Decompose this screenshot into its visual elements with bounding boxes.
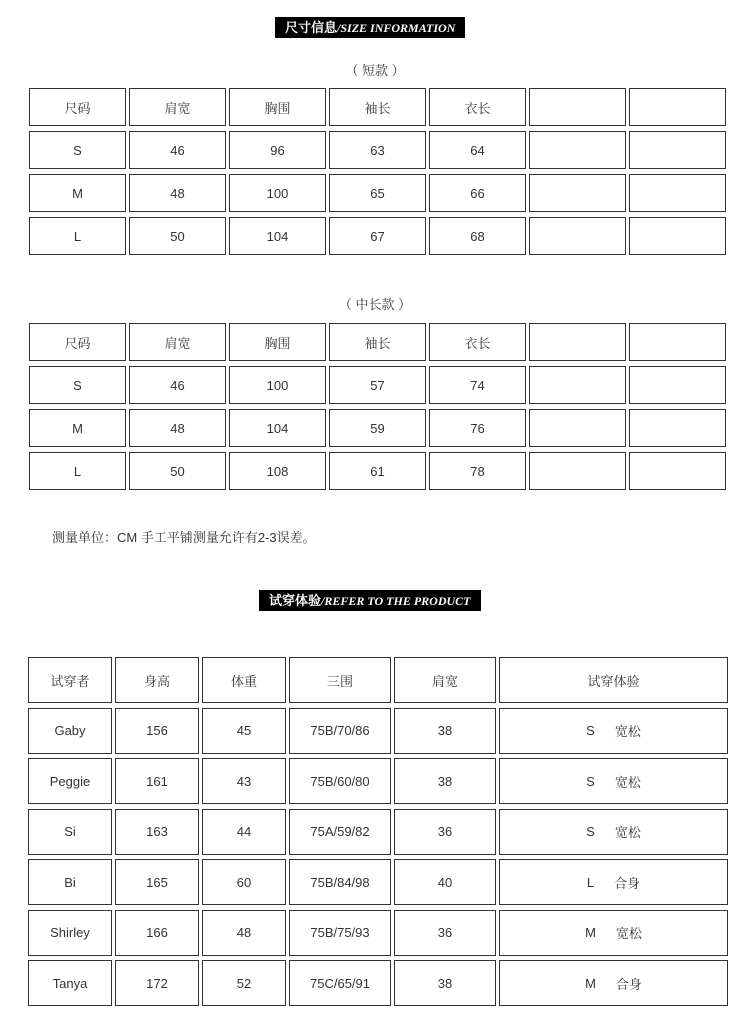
table-cell: M	[29, 409, 126, 447]
banner-title-cn: 试穿体验	[269, 593, 322, 608]
tryon-measurements-cell: 75B/70/86	[289, 708, 391, 754]
short-style-caption: （ 短款 ）	[345, 63, 405, 78]
header-cell: 身高	[115, 657, 199, 703]
tryon-name-cell: Peggie	[28, 758, 112, 804]
header-cell: 尺码	[29, 323, 126, 361]
header-cell	[529, 88, 626, 126]
tryon-fit-cell	[499, 859, 728, 905]
header-cell: 肩宽	[129, 88, 226, 126]
table-cell: 100	[229, 174, 326, 212]
header-cell: 试穿体验	[499, 657, 728, 703]
fit-size: S	[586, 773, 595, 789]
fit-feel: 宽松	[614, 774, 641, 790]
tryon-weight-cell: 52	[202, 960, 286, 1006]
tryon-shoulder-cell: 38	[394, 758, 496, 804]
fit-feel: 宽松	[614, 724, 641, 739]
table-cell	[629, 217, 726, 255]
fit-feel: 宽松	[615, 926, 642, 941]
mid-length-caption: （ 中长款 ）	[338, 297, 412, 312]
tryon-shoulder-cell: 36	[394, 910, 496, 956]
table-cell	[529, 217, 626, 255]
tryon-table	[28, 657, 728, 1006]
table-cell: 100	[229, 366, 326, 404]
banner-sep: /	[337, 21, 341, 35]
table-cell	[629, 131, 726, 169]
header-cell	[629, 323, 726, 361]
table-cell	[529, 131, 626, 169]
header-cell: 袖长	[329, 323, 426, 361]
tryon-name-cell: Tanya	[28, 960, 112, 1006]
tryon-weight-cell: 44	[202, 809, 286, 855]
table-cell	[529, 174, 626, 212]
table-cell	[529, 452, 626, 490]
tryon-fit-cell	[499, 910, 728, 956]
header-cell: 肩宽	[394, 657, 496, 703]
table-cell: 67	[329, 217, 426, 255]
header-cell: 三围	[289, 657, 391, 703]
tryon-fit-cell	[499, 809, 728, 855]
fit-size: M	[585, 925, 596, 940]
fit-size: M	[585, 975, 596, 991]
banner-title-en: REFER TO THE PRODUCT	[324, 594, 471, 608]
table-cell: 46	[129, 131, 226, 169]
fit-size: S	[586, 723, 595, 738]
table-cell: 50	[129, 452, 226, 490]
tryon-height-cell: 156	[115, 708, 199, 754]
tryon-weight-cell: 60	[202, 859, 286, 905]
short-size-table	[29, 88, 726, 255]
tryon-name-cell: Shirley	[28, 910, 112, 956]
table-cell: M	[29, 174, 126, 212]
fit-feel: 合身	[614, 875, 641, 891]
table-cell: 96	[229, 131, 326, 169]
header-cell: 袖长	[329, 88, 426, 126]
table-cell: 66	[429, 174, 526, 212]
tryon-measurements-cell: 75B/60/80	[289, 758, 391, 804]
fit-feel: 合身	[615, 976, 642, 992]
tryon-fit-cell	[499, 758, 728, 804]
header-cell: 胸围	[229, 323, 326, 361]
banner-sep: /	[321, 594, 325, 608]
table-cell	[629, 409, 726, 447]
table-cell: L	[29, 217, 126, 255]
tryon-measurements-cell: 75C/65/91	[289, 960, 391, 1006]
table-cell: 64	[429, 131, 526, 169]
tryon-height-cell: 163	[115, 809, 199, 855]
size-info-banner	[275, 17, 465, 38]
table-cell: 108	[229, 452, 326, 490]
table-cell: 78	[429, 452, 526, 490]
table-cell	[529, 409, 626, 447]
header-cell: 衣长	[429, 88, 526, 126]
fit-feel: 宽松	[614, 825, 641, 840]
tryon-name-cell: Gaby	[28, 708, 112, 754]
table-cell: S	[29, 131, 126, 169]
tryon-weight-cell: 48	[202, 910, 286, 956]
table-cell	[529, 366, 626, 404]
table-cell: 59	[329, 409, 426, 447]
tryon-name-cell: Si	[28, 809, 112, 855]
header-cell: 尺码	[29, 88, 126, 126]
table-cell	[629, 452, 726, 490]
fit-size: L	[586, 874, 595, 890]
banner-title-cn: 尺寸信息	[285, 20, 338, 35]
tryon-weight-cell: 45	[202, 708, 286, 754]
tryon-shoulder-cell: 40	[394, 859, 496, 905]
header-cell	[629, 88, 726, 126]
table-cell: 63	[329, 131, 426, 169]
tryon-shoulder-cell: 38	[394, 960, 496, 1006]
table-cell: 76	[429, 409, 526, 447]
tryon-measurements-cell: 75B/84/98	[289, 859, 391, 905]
table-cell: 104	[229, 409, 326, 447]
tryon-height-cell: 166	[115, 910, 199, 956]
header-cell: 肩宽	[129, 323, 226, 361]
banner-title-en: SIZE INFORMATION	[340, 21, 456, 35]
table-cell	[629, 174, 726, 212]
header-cell: 衣长	[429, 323, 526, 361]
tryon-fit-cell	[499, 960, 728, 1006]
tryon-measurements-cell: 75A/59/82	[289, 809, 391, 855]
table-cell: 74	[429, 366, 526, 404]
header-cell: 胸围	[229, 88, 326, 126]
table-cell: 48	[129, 409, 226, 447]
tryon-banner	[259, 590, 481, 611]
tryon-fit-cell	[499, 708, 728, 754]
table-cell: 65	[329, 174, 426, 212]
mid-length-size-table	[29, 323, 726, 490]
table-cell	[629, 366, 726, 404]
table-cell: 50	[129, 217, 226, 255]
table-cell: S	[29, 366, 126, 404]
tryon-shoulder-cell: 38	[394, 708, 496, 754]
table-cell: 48	[129, 174, 226, 212]
header-cell	[529, 323, 626, 361]
fit-size: S	[586, 824, 595, 839]
table-cell: 46	[129, 366, 226, 404]
table-cell: 61	[329, 452, 426, 490]
measurement-note: 测量单位：CM 手工平铺测量允许有2-3误差。	[52, 530, 316, 545]
table-cell: 104	[229, 217, 326, 255]
tryon-height-cell: 172	[115, 960, 199, 1006]
table-cell: L	[29, 452, 126, 490]
tryon-height-cell: 165	[115, 859, 199, 905]
tryon-measurements-cell: 75B/75/93	[289, 910, 391, 956]
tryon-weight-cell: 43	[202, 758, 286, 804]
tryon-name-cell: Bi	[28, 859, 112, 905]
table-cell: 57	[329, 366, 426, 404]
tryon-shoulder-cell: 36	[394, 809, 496, 855]
header-cell: 试穿者	[28, 657, 112, 703]
tryon-height-cell: 161	[115, 758, 199, 804]
table-cell: 68	[429, 217, 526, 255]
header-cell: 体重	[202, 657, 286, 703]
